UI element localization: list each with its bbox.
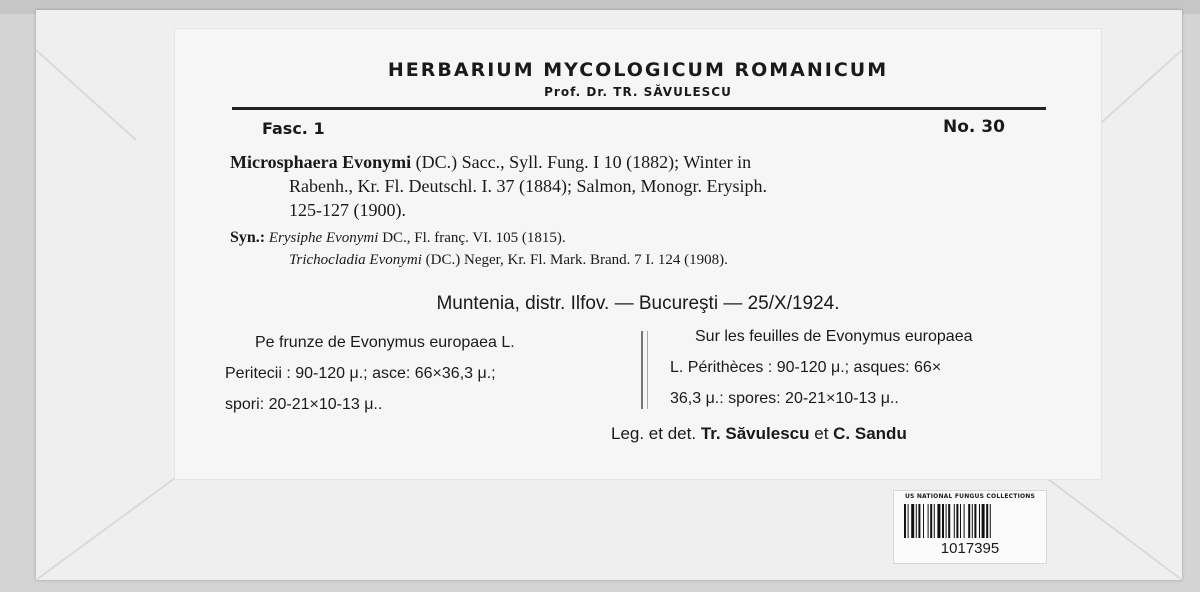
title-rule — [232, 107, 1046, 110]
synonym-2-name: Trichocladia Evonymi — [289, 252, 422, 268]
column-divider — [641, 331, 648, 409]
barcode-bars — [904, 504, 1036, 538]
barcode-bar — [974, 504, 976, 538]
barcode-bar — [960, 504, 961, 538]
species-line-3: 125-127 (1900). — [289, 200, 406, 220]
barcode-bar — [948, 504, 950, 538]
barcode-bar — [916, 504, 917, 538]
species-line-1 — [230, 152, 751, 173]
barcode-header: US NATIONAL FUNGUS COLLECTIONS — [904, 493, 1036, 500]
barcode-bar — [923, 504, 924, 538]
barcode-bar — [964, 504, 965, 538]
barcode-bar — [934, 504, 935, 538]
specimen-label — [174, 28, 1102, 480]
romanian-line-2: Peritecii : 90-120 μ.; asce: 66×36,3 μ.; — [225, 365, 496, 382]
collectors-conjunction: et — [814, 424, 829, 443]
barcode-bar — [990, 504, 991, 538]
synonym-2-citation: (DC.) Neger, Kr. Fl. Mark. Brand. 7 I. 124 (1908). — [425, 252, 728, 268]
barcode-bar — [954, 504, 955, 538]
herbarium-subtitle: Prof. Dr. TR. SĂVULESCU — [544, 85, 732, 99]
synonym-1 — [230, 229, 566, 247]
barcode-bar — [937, 504, 940, 538]
french-line-1: Sur les feuilles de Evonymus europaea — [695, 328, 973, 345]
locality: Muntenia, distr. Ilfov. — Bucureşti — 25/X/1924. — [436, 293, 840, 314]
barcode-bar — [979, 504, 980, 538]
synonym-1-name: Erysiphe Evonymi — [268, 230, 379, 246]
barcode-label — [893, 490, 1047, 564]
collector-2: C. Sandu — [833, 424, 907, 443]
barcode-bar — [928, 504, 929, 538]
collector-1: Tr. Săvulescu — [700, 424, 810, 443]
barcode-bar — [968, 504, 970, 538]
romanian-line-3: spori: 20-21×10-13 μ.. — [225, 396, 383, 413]
species-line-2: Rabenh., Kr. Fl. Deutschl. I. 37 (1884); Salmon, Monogr. Erysiph. — [289, 176, 767, 196]
barcode-bar — [946, 504, 947, 538]
species-citation: (DC.) Sacc., Syll. Fung. I 10 (1882); Winter in — [415, 152, 752, 172]
barcode-bar — [918, 504, 920, 538]
synonym-1-citation: DC., Fl. franç. VI. 105 (1815). — [382, 230, 566, 246]
barcode-number: 1017395 — [940, 540, 1000, 557]
collectors-prefix: Leg. et det. — [611, 424, 697, 443]
barcode-bar — [911, 504, 914, 538]
barcode-bar — [956, 504, 958, 538]
barcode-bar — [982, 504, 985, 538]
collectors — [611, 424, 907, 444]
barcode-bar — [904, 504, 906, 538]
species-name: Microsphaera Evonymi — [230, 152, 412, 172]
romanian-line-1: Pe frunze de Evonymus europaea L. — [255, 334, 515, 351]
barcode-bar — [942, 504, 944, 538]
barcode-bar — [972, 504, 973, 538]
specimen-number: No. 30 — [943, 117, 1005, 137]
herbarium-title: HERBARIUM MYCOLOGICUM ROMANICUM — [387, 59, 889, 81]
french-line-2: L. Périthèces : 90-120 μ.; asques: 66× — [670, 359, 942, 376]
french-line-3: 36,3 μ.: spores: 20-21×10-13 μ.. — [670, 390, 899, 407]
barcode-bar — [986, 504, 988, 538]
synonym-2 — [289, 252, 728, 269]
synonym-label: Syn.: — [230, 229, 266, 246]
barcode-bar — [930, 504, 932, 538]
barcode-bar — [908, 504, 909, 538]
fascicle-number: Fasc. 1 — [262, 119, 325, 138]
